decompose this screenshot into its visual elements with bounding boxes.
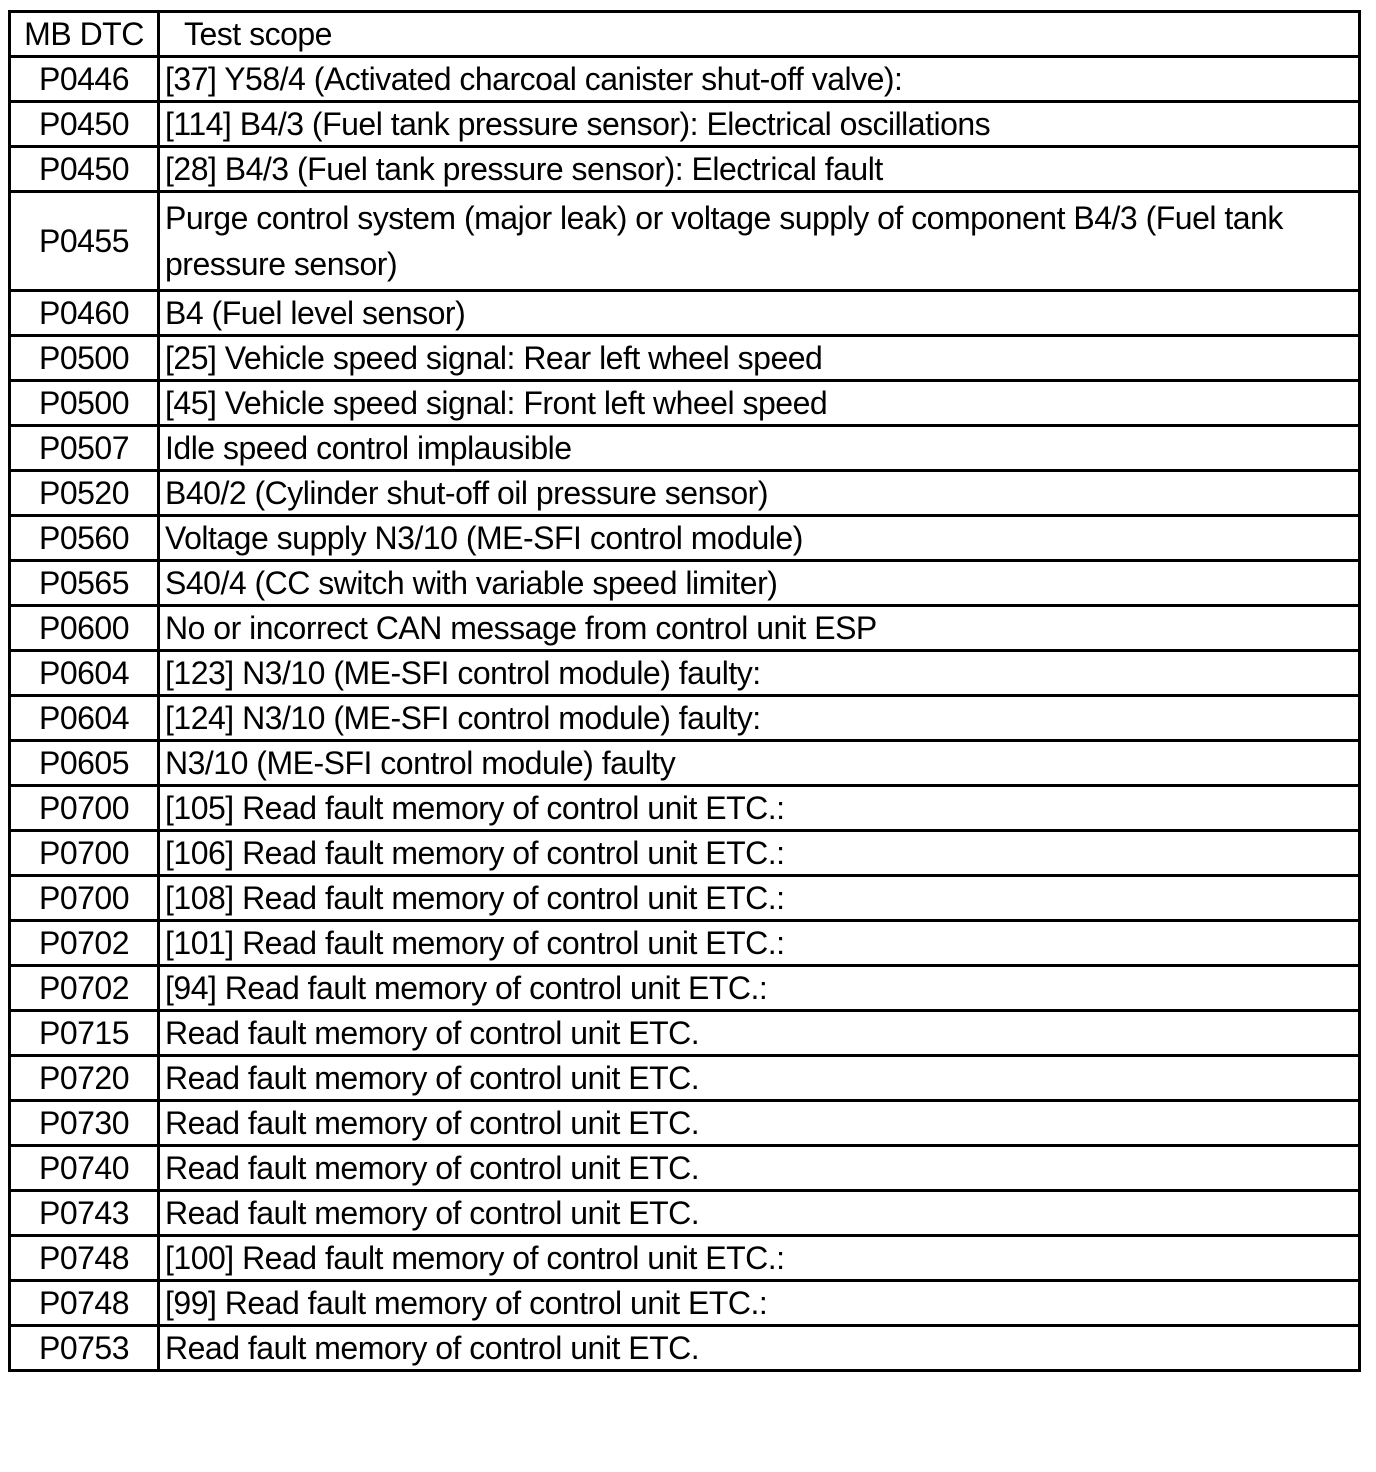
dtc-table-body [10, 12, 1360, 1371]
dtc-code-cell: P0700 [10, 786, 159, 831]
test-scope-cell: No or incorrect CAN message from control unit ESP [159, 606, 1360, 651]
dtc-code-cell: P0748 [10, 1236, 159, 1281]
dtc-code-cell: P0740 [10, 1146, 159, 1191]
table-row [10, 57, 1360, 102]
table-row [10, 291, 1360, 336]
dtc-code-cell: P0748 [10, 1281, 159, 1326]
table-row [10, 1236, 1360, 1281]
dtc-code-cell: P0730 [10, 1101, 159, 1146]
dtc-code-cell: P0605 [10, 741, 159, 786]
table-row [10, 1191, 1360, 1236]
dtc-code-cell: P0560 [10, 516, 159, 561]
table-row [10, 966, 1360, 1011]
header-mb-dtc: MB DTC [10, 12, 159, 57]
table-row [10, 921, 1360, 966]
test-scope-cell: B4 (Fuel level sensor) [159, 291, 1360, 336]
test-scope-cell: [45] Vehicle speed signal: Front left wheel speed [159, 381, 1360, 426]
test-scope-cell: N3/10 (ME-SFI control module) faulty [159, 741, 1360, 786]
table-row [10, 426, 1360, 471]
dtc-code-cell: P0700 [10, 876, 159, 921]
table-row [10, 1146, 1360, 1191]
test-scope-cell: [100] Read fault memory of control unit ETC.: [159, 1236, 1360, 1281]
dtc-code-cell: P0743 [10, 1191, 159, 1236]
header-test-scope: Test scope [159, 12, 1360, 57]
test-scope-cell: [106] Read fault memory of control unit ETC.: [159, 831, 1360, 876]
table-row [10, 1101, 1360, 1146]
table-header-row [10, 12, 1360, 57]
test-scope-cell: Read fault memory of control unit ETC. [159, 1146, 1360, 1191]
test-scope-cell: Read fault memory of control unit ETC. [159, 1011, 1360, 1056]
test-scope-cell: [25] Vehicle speed signal: Rear left wheel speed [159, 336, 1360, 381]
dtc-code-cell: P0600 [10, 606, 159, 651]
table-row [10, 147, 1360, 192]
dtc-code-cell: P0446 [10, 57, 159, 102]
table-row [10, 876, 1360, 921]
dtc-code-cell: P0460 [10, 291, 159, 336]
table-row [10, 102, 1360, 147]
test-scope-cell: Purge control system (major leak) or voltage supply of component B4/3 (Fuel tank pressure sensor) [159, 192, 1360, 291]
test-scope-cell: Voltage supply N3/10 (ME-SFI control module) [159, 516, 1360, 561]
test-scope-cell: [37] Y58/4 (Activated charcoal canister shut-off valve): [159, 57, 1360, 102]
table-row [10, 651, 1360, 696]
dtc-code-cell: P0720 [10, 1056, 159, 1101]
test-scope-cell: [124] N3/10 (ME-SFI control module) faulty: [159, 696, 1360, 741]
table-row [10, 336, 1360, 381]
table-row [10, 606, 1360, 651]
dtc-code-cell: P0753 [10, 1326, 159, 1371]
dtc-code-cell: P0702 [10, 921, 159, 966]
test-scope-cell: [94] Read fault memory of control unit ETC.: [159, 966, 1360, 1011]
dtc-code-cell: P0715 [10, 1011, 159, 1056]
dtc-code-cell: P0604 [10, 651, 159, 696]
test-scope-cell: Read fault memory of control unit ETC. [159, 1326, 1360, 1371]
test-scope-cell: [101] Read fault memory of control unit ETC.: [159, 921, 1360, 966]
test-scope-cell: [114] B4/3 (Fuel tank pressure sensor): Electrical oscillations [159, 102, 1360, 147]
dtc-code-cell: P0500 [10, 381, 159, 426]
table-row [10, 192, 1360, 291]
test-scope-cell: [105] Read fault memory of control unit ETC.: [159, 786, 1360, 831]
table-row [10, 381, 1360, 426]
dtc-code-cell: P0700 [10, 831, 159, 876]
dtc-code-cell: P0565 [10, 561, 159, 606]
test-scope-cell: B40/2 (Cylinder shut-off oil pressure sensor) [159, 471, 1360, 516]
dtc-code-cell: P0500 [10, 336, 159, 381]
table-row [10, 1056, 1360, 1101]
table-row [10, 1326, 1360, 1371]
dtc-code-cell: P0455 [10, 192, 159, 291]
dtc-code-cell: P0450 [10, 102, 159, 147]
test-scope-cell: Read fault memory of control unit ETC. [159, 1056, 1360, 1101]
test-scope-cell: Read fault memory of control unit ETC. [159, 1101, 1360, 1146]
test-scope-cell: [108] Read fault memory of control unit ETC.: [159, 876, 1360, 921]
table-row [10, 561, 1360, 606]
table-row [10, 1011, 1360, 1056]
table-row [10, 1281, 1360, 1326]
dtc-code-cell: P0604 [10, 696, 159, 741]
test-scope-cell: Read fault memory of control unit ETC. [159, 1191, 1360, 1236]
test-scope-cell: [28] B4/3 (Fuel tank pressure sensor): Electrical fault [159, 147, 1360, 192]
table-row [10, 516, 1360, 561]
test-scope-cell: S40/4 (CC switch with variable speed limiter) [159, 561, 1360, 606]
table-row [10, 696, 1360, 741]
table-row [10, 831, 1360, 876]
test-scope-cell: [99] Read fault memory of control unit ETC.: [159, 1281, 1360, 1326]
dtc-code-cell: P0507 [10, 426, 159, 471]
dtc-code-cell: P0450 [10, 147, 159, 192]
dtc-code-cell: P0520 [10, 471, 159, 516]
test-scope-cell: Idle speed control implausible [159, 426, 1360, 471]
table-row [10, 471, 1360, 516]
dtc-table [8, 10, 1361, 1372]
test-scope-cell: [123] N3/10 (ME-SFI control module) faulty: [159, 651, 1360, 696]
table-row [10, 786, 1360, 831]
dtc-code-cell: P0702 [10, 966, 159, 1011]
table-row [10, 741, 1360, 786]
